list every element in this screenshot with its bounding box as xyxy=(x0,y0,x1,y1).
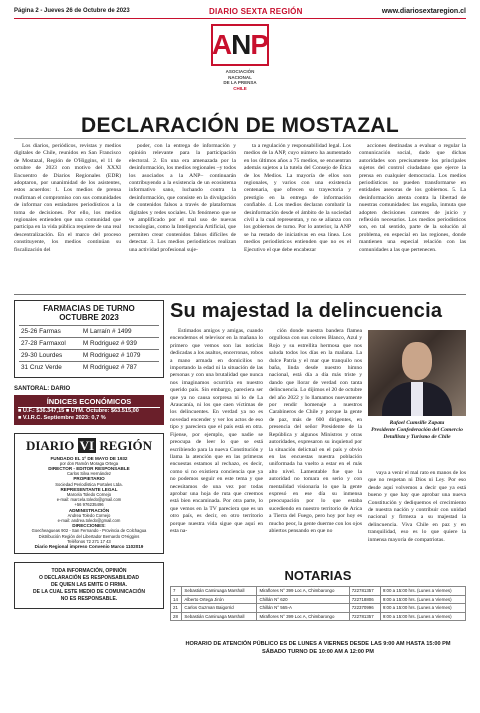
declaration-body xyxy=(14,143,466,288)
section-divider xyxy=(14,294,466,295)
author-photo xyxy=(368,330,466,416)
notarias-schedule: HORARIO DE ATENCIÓN PÚBLICO ES DE LUNES A VIERNES DESDE LAS 9:00 AM HASTA 15:00 PM SÁBADO TURNO DE 10:00 AM A 12:00 PM xyxy=(185,641,451,655)
masthead-logo: DIARIO VI REGIÓN xyxy=(25,437,153,453)
declaration-column: ta a regulación y responsabilidad legal. Los medios de la ANP, cuyo número ha aumentado en los últimos años a 75 medios, se encuentran además sujetos a la tutela del Consejo de Ética de los Medios. La mayoría de ellos son regionales, y varios con una existencia centenaria, que ofrecen su trayectoria y prestigio en la entrega de información confiable. 4. Los medios declaran combatir la desinformación desde el ámbito de la sociedad civil a la cual representan, y no se alianza con los gobiernos de turno. Por lo anterior, la ANP se ha restado de iniciativas en esa línea. Los medios periodísticos entienden que no es el Ejecutivo el que debe encabezar xyxy=(244,143,351,253)
article-column: vaya a venir el mal rato en manos de los que no respetan ni Dios ni Ley. Por eso desde aquí volvemos a decir que ya está bueno y que hay que aprobar una nueva Constitución y dediquemos el crecimiento de nuestra nación y contribuir con unidad nacional y firmeza a su majestad la delincuencia. Viva Chile en paz y en tranquilidad, eso es lo que quiere la inmensa mayoría de compatriotas. xyxy=(368,470,466,543)
indices-row: ■ V.I.R.C. Septiembre 2023: 0,7 % xyxy=(18,414,106,421)
declaration-column: Los diarios, periódicos, revistas y medios digitales de Chile, reunidos en San Francisco de Mostazal, Región de O'Higgins, el 11 de octubre de 2023 con motivo del XXXI Encuentro de Diarios Regionales (EDR) adoptaron, por unanimidad de los asistentes, estos acuerdos: 1. Los medios de prensa reafirman el compromiso con sus comunidades de informar con estándares periodísticos a la toma de decisiones. Por ello, los medios regionales entienden que una comunidad que participa en la vida pública requiere de una real descentralización. En el marco del proceso constituyente, los medios continúan su fiscalización del xyxy=(14,143,121,253)
anp-logo-caption: ASOCIACIÓN NACIONAL DE LA PRENSA CHILE xyxy=(223,69,257,91)
article-column: Estimados amigos y amigas, cuando encendemos el televisor en la mañana lo primero que vemos son las noticias dedicadas a los asaltos, encerronas, robos a mano armada en domicilios no importando la edad ni la situación de las personas y con una brutalidad que nunca nos imaginamos ocurriría en nuestro querido país. Sin embargo, pareciera ser que ya no causa sorpresa ni lo de La Araucanía, ni los que caen víctimas de los delincuentes. En verdad ya no es novedad encender y ver los actos de eso tipo y pareciera que el país está en otra. Fijense, por ejemplo, que nadie se preocupa de leer lo que se está escribiendo para la nueva Constitución y llama la atención que en las primeras encuestas estamos al rechazo, es decir, como si no existiera conciencia que ya no podemos seguir en este tema y que necesitamos de una vez por todas aprobar una hoja de ruta que creemos está bien encaminada. Por otra parte, lo que vemos en la TV pareciera que es un otro país, es decir, en otro territorio porque nuestra vida sigue que aquí en esta na- xyxy=(170,328,263,534)
title-divider xyxy=(14,138,466,139)
anp-logo xyxy=(190,24,290,104)
notarias-title: NOTARIAS xyxy=(284,568,352,583)
masthead-details: FUNDADO EL 1º DE MAYO DE 1932 por don Ramón Moraga Ortega DIRECTOR - EDITOR RESPONSABLE Carlos Silva Hernández PROPIETARIO Sociedad Periodística Portales Ltda. REPRESENTANTE LEGAL Marcela Toledo Cornejo e-mail: marcela.toledo@gmail.com +56 976235496 ADMINISTRACIÓN Andrea Toledo Cornejo e-mail: andrea.toledo@gmail.com DIRECCIONES: Goecheagueas 902 - San Fernando - Provincia de Colchagua Distribución Región del Libertador Bernardo O'Higgins Teléfonos 72 271 17 43 Diario Regional impreso Convenio Marco 1102019 xyxy=(31,455,147,549)
pharmacies-box xyxy=(14,300,164,378)
responsibility-note: TODA INFORMACIÓN, OPINIÓN O DECLARACIÓN ES RESPONSABILIDAD DE QUIEN LAS EMITE O FIRMA. DE LA CUAL ESTE MEDIO DE COMUNICACIÓN NO ES RESPONSABLE. xyxy=(14,562,164,609)
indices-title: ÍNDICES ECONÓMICOS xyxy=(18,397,160,408)
santoral: SANTORAL: DARIO xyxy=(14,385,71,392)
page-label: Página 2 - Jueves 26 de Octubre de 2023 xyxy=(14,8,130,14)
website-link[interactable]: www.diariosextaregion.cl xyxy=(381,7,466,15)
economic-indices xyxy=(14,395,164,425)
declaration-column: poder, con la entrega de información y opinión relevante para la participación electoral. 2. En una era amenazada por la desinformación, los medios regionales –y todos los asociados a la ANP– continuarán contribuyendo a la existencia de un ecosistema informativo sano, luchando contra la desinformación, que consiste en la divulgación de contenidos falsos a través de plataformas digitales y redes sociales. Un fenómeno que se ve amplificado por el mal uso de nuevas tecnologías, como la Inteligencia Artificial, que permiten crear contenidos falsos difíciles de detectar. 3. Los medios periodísticos realizan una actividad profesional suje- xyxy=(129,143,236,253)
table-row: 28 Sebastián Camiruaga Marshall Miraflores N° 399 Loc A, Chimbarongo 722781357 9:00 a 15:00 hrs. (Lunes a Viernes) xyxy=(171,612,466,621)
newspaper-masthead xyxy=(14,433,164,555)
table-row: 25-26 Farmas M Larraín # 1499 xyxy=(19,326,159,338)
table-row: 7 Sebastián Camiruaga Marshall Miraflores N° 399 Loc A, Chimbarongo 722781357 9:00 a 15:00 hrs. (Lunes a Viernes) xyxy=(171,587,466,596)
table-row: 14 Alberto Ortega Jirón Chillán N° 620 722718806 9:00 a 15:00 hrs. (Lunes a Viernes) xyxy=(171,595,466,604)
article-title: Su majestad la delincuencia xyxy=(170,300,443,322)
notarias-table xyxy=(170,586,466,621)
article-body xyxy=(170,328,362,560)
table-row: 21 Carlos Guzman Baigorrid Chillán N° 565-A 722370996 9:00 a 15:00 hrs. (Lunes a Viernes) xyxy=(171,604,466,613)
page-header xyxy=(14,6,466,16)
left-sidebar xyxy=(14,300,164,708)
declaration-column: acciones destinadas a evaluar o regular la comunicación social, dado que dichas autoridades son precisamente los principales sujetos del control ciudadano que ejerce la prensa en cualquier democracia. Los medios periodísticos no pueden transformarse en entidades asesoras de los gobiernos. 5. La desinformación atenta contra la libertad de nuestras comunidades: las engaña, inmuta que adopten decisiones carentes de juicio y reflexión necesarios. Los medios periodísticos son, en tal sentido, parte de la solución al problema, en especial en las regiones, donde mantienen una especial relación con las comunidades a las que pertenecen. xyxy=(359,143,466,253)
table-row: 31 Cruz Verde M Rodriguez # 787 xyxy=(19,362,159,374)
article-column: ción donde nuestra bandera flamea orgullosa con sus colores Blanco, Azul y Rojo y su estrellita hermosa que nos saluda todos los días en la mañana. La dulce Patria y el mar que tranquilo nos baña, linda desde nuestro himno nacional, está día a día más triste y dando que llorar de verdad con tanta delincuencia. Lo dijimos el 20 de octubre del año 2022 y lo llamamos nuevamente por rendir homenaje a nuestros Carabineros de Chile y porque la gente de paz, más de 600 dirigentes, en presencia del señor Presidente de la República y algunos Ministros y otras autoridades, expresaron su inquietud por la situación delictual en el país y obvio en las encuestas nuestra población uniformada ha vuelto a estar en el más alto nivel. Lamentable fue que la autoridad no tomara en serio y con mentalidad visionaria lo que la gente expresó en ese día su inmensa preocupación por lo que estaba sucediendo en nuestro territorio de Arica a Tierra del Fuego, pero hoy por hoy es mucho peor, la gente duerme con los ojos abiertos pensando en que no xyxy=(269,328,362,534)
declaration-title: DECLARACIÓN DE MOSTAZAL xyxy=(81,114,399,137)
photo-caption: Rafael Cumsille Zapata Presidente Confederación del Comercio Detallista y Turismo de Chile xyxy=(371,420,463,440)
table-row: 27-28 Farmaxol M Rodriguez # 939 xyxy=(19,338,159,350)
newspaper-name: DIARIO SEXTA REGIÓN xyxy=(208,6,303,16)
pharmacies-title: FARMACIAS DE TURNO OCTUBRE 2023 xyxy=(43,304,135,322)
table-row: 29-30 Lourdes M Rodriguez # 1079 xyxy=(19,350,159,362)
pharmacies-table xyxy=(19,325,159,374)
anp-logo-mark: A N P xyxy=(211,24,269,66)
header-divider xyxy=(14,18,466,19)
indices-row: ■ U.F.: $36.347,15 ■ UTM. Octubre: $63.515,00 xyxy=(18,407,139,414)
